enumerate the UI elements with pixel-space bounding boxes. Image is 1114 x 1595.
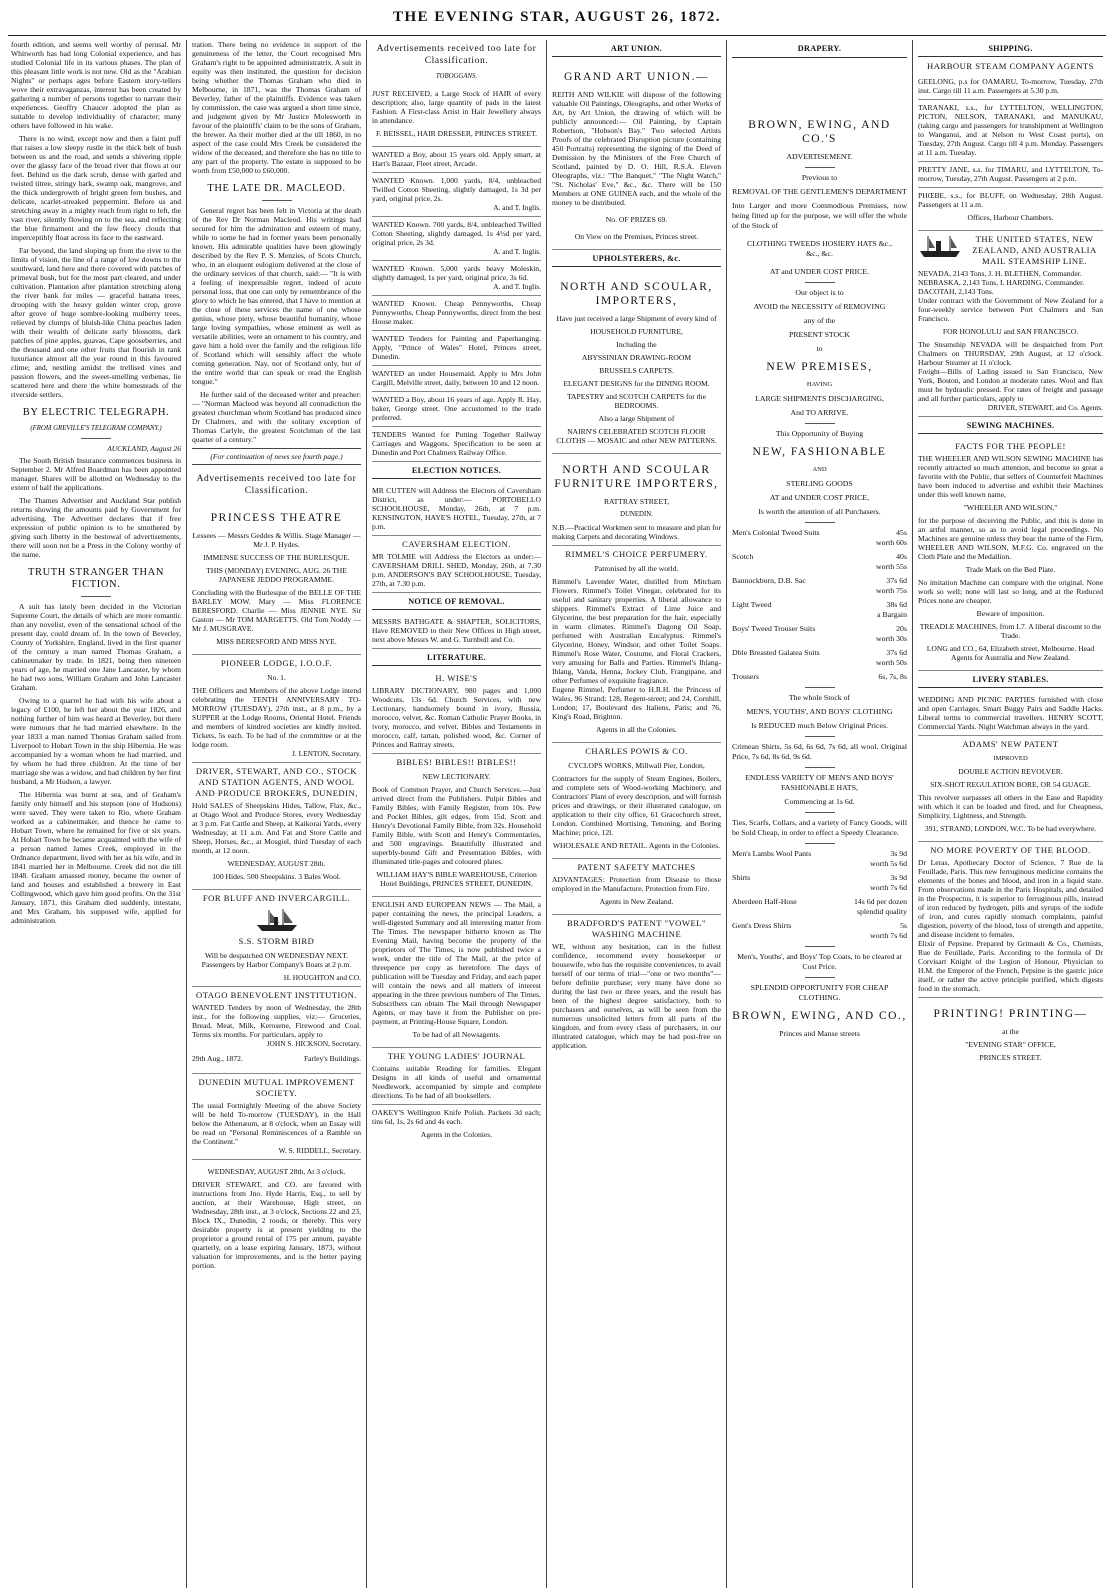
ad-title: BRADFORD'S PATENT "VOWEL" WASHING MACHINE: [566, 918, 706, 939]
section-heading-truth: TRUTH STRANGER THAN FICTION.: [27, 567, 165, 590]
ad-matches: PATENT SAFETY MATCHES ADVANTAGES: Protection from Disease to those employed in the Manufacture. Protection from Fire. Agents in New Zealand.: [552, 859, 721, 915]
divider: [262, 200, 292, 201]
price-value: 45s: [896, 528, 907, 537]
price-row: [732, 648, 907, 668]
ad-phoebe: PHŒBE, s.s., for BLUFF, on Wednesday, 28th August. Passengers at 11 a.m. Offices, Harbour Chambers.: [918, 188, 1103, 231]
ad-poverty-blood: NO MORE POVERTY OF THE BLOOD. Dr Leras, Apothecary Doctor of Science, 7 Rue de la Feuillade, Paris. This new ferruginous medicine contains the elements of the bones and blood, and iron in a liquid state. From observations made in the Paris Hospitals, and detailed in the Prospectus, it is superior to ferruginous pills, instead of iron reduced by hydrogen, pills and syrups of the iodide of iron, and cures rapidly stomach complaints, painful digestion, poverty of the blood, loss of strength and appetite, and disease incident to females. Elixir of Pepsine. Prepared by Grimault & Co., Chemists, Rue de Feuillade, Paris. According to the formula of Dr Corvisart Knight of the Legion of Honour, Physician to H.M. the Emperor of the French, Pepsine is the gastric juice itself, or rather the active principle purified, which digests food in the stomach.: [918, 842, 1103, 998]
ad-beissel: JUST RECEIVED, a Large Stock of HAIR of every description; also, large quantity of pads in the latest Fashion. A First-class Artist in Hair Jewellery always in attendance. F. BEISSEL, HAIR DRESSER, PRINCES STREET.: [372, 86, 541, 147]
harbour-steam-heading: HARBOUR STEAM COMPANY AGENTS: [927, 61, 1094, 71]
ad-oakey: OAKEY'S Wellington Knife Polish. Packets 3d each; tins 6d, 1s, 2s 6d and 4s each. Agents in the Colonies.: [372, 1108, 541, 1139]
ad-washing-machine: BRADFORD'S PATENT "VOWEL" WASHING MACHINE WE, without any hesitation, can in the fullest confidence, recommend every housekeeper or housewife, who has the requisite conveniences, to avail herself of our terms of trial—"one or two months"—before definite purchase; very many have done so during the last two or three years, and the result has been of the highest degree satisfactory, both to purchasers and ourselves, as will be seen from the numerous unsolicited letters from all parts of the kingdom, and from every class of purchasers, in our illustrated catalogue, which may be had post-free on application.: [552, 918, 721, 1050]
ad-wanted: WANTED Known. 1,000 yards, 8/4, unbleached Twilled Cotton Sheeting, slightly damaged, 1s 3d per yard, original price, 2s. A. and T. Inglis.: [372, 173, 541, 217]
ad-north-scoular: NORTH AND SCOULAR, IMPORTERS, Have just received a large Shipment of every kind of HOUSEHOLD FURNITURE, Including the ABYSSINIAN DRAWING-ROOM BRUSSELS CARPETS. ELEGANT DESIGNS for the DINING ROOM. TAPESTRY and SCOTCH CARPETS for the BEDROOMS. Also a large Shipment of NAIRN'S CELEBRATED SCOTCH FLOOR CLOTHS — MOSAIC and other NEW PATTERNS.: [552, 271, 721, 454]
late-ads-heading: Advertisements received too late for Classification.: [196, 474, 357, 496]
price-was: worth 50s: [876, 658, 907, 667]
price-was: splendid quality: [856, 907, 907, 916]
category-removal: NOTICE OF REMOVAL.: [372, 593, 541, 610]
ad-wanted: WANTED Known. 700 yards, 8/4, unbleached Twilled Cotton Sheeting, slightly damaged, 1s 4½d per yard, original price, 2s 3d. A. and T. Inglis.: [372, 217, 541, 261]
category-livery: LIVERY STABLES.: [918, 671, 1103, 688]
ad-title: NORTH AND SCOULAR FURNITURE IMPORTERS,: [554, 464, 719, 490]
ad-wedding: WEDDING AND PICNIC PARTIES furnished with close and open Carriages. Smart Buggy Pairs and Saddle Hacks. Liberal terms to commercial travellers. HENRY SCOTT, Commercial Yards. Night Watchman always in the yard.: [918, 692, 1103, 736]
price-list: [732, 528, 907, 682]
ad-mutual-improvement: DUNEDIN MUTUAL IMPROVEMENT SOCIETY. The usual Fortnightly Meeting of the above Society will be held To-morrow (TUESDAY), in the Hall below the Athenæum, at 8 o'clock, when an Essay will be read on "Personal Reminiscences of a Ramble on the Continent." W. S. RIDDELL, Secretary.: [192, 1074, 361, 1160]
price-row: [732, 624, 907, 644]
ad-auction: WEDNESDAY, AUGUST 28th, At 3 o'clock. DRIVER STEWART, and CO. are favored with instructions from Jno. Hyde Harris, Esq., to sell by auction, at their Warehouse, High street, on Wednesday, 28th inst., at 3 o'clock, Sections 22 and 23, Block IX., Dunedin, 2 roods, or thereby. This very desirable property is at present yielding to the proprietor a ground rental of 175 per annum, payable quarterly, on a lease expiring January, 1873, without valuation for improvements, and is the better paying portion.: [192, 1167, 361, 1270]
price-value: 20s: [896, 624, 907, 633]
ad-wanted: WANTED Tenders for Painting and Paperhanging. Apply, "Prince of Wales" Hotel, Princes street, Dunedin.: [372, 331, 541, 366]
ad-caversham: CAVERSHAM ELECTION. MR TOLMIE will Address the Electors as under:— CAVERSHAM DRILL SHED, Monday, 26th, at 7.30 p.m. ANDERSON'S BAY SCHOOLHOUSE, Tuesday, 27th, at 7.30 p.m.: [372, 536, 541, 593]
price-row: [732, 672, 907, 682]
ad-tenders: TENDERS Wanted for Putting Together Railway Carriages and Waggons. Specification to be seen at Dunedin and Port Chalmers Railway Office.: [372, 427, 541, 462]
ad-princess-theatre: PRINCESS THEATRE Lessees — Messrs Geddes & Willis. Stage Manager — Mr J. P. Hydes. IMMENSE SUCCESS OF THE BURLESQUE. THIS (MONDAY) EVENING, AUG. 26 THE JAPANESE JEDDO PROGRAMME. Concluding with the Burlesque of the BELLE OF THE BARLEY MOW. Mary — Miss FLORENCE BERESFORD. Charlie — Miss JENNIE NYE. Sir Gaston — Mr TOM MARGETTS. Old Tom Noddy — Mr J. MUSGRAVE. MISS BERESFORD AND MISS NYE.: [192, 502, 361, 655]
brown-ewing-title: BROWN, EWING, AND CO.'S: [748, 119, 891, 145]
ad-bathgate: MESSRS BATHGATE & SHAPTER, SOLICITORS, Have REMOVED to their New Offices in High street, next above Messrs W. and G. Turnbull and Co.: [372, 614, 541, 649]
ad-wise: H. WISE'S LIBRARY DICTIONARY, 980 pages and 1,000 Woodcuts, 13s 6d. Church Services, with new Lectionary, handsomely bound in ivory, Russia, morocco, velvet, &c. Roman Catholic Prayer Books, in ivory, morocco, and velvet. Bibles and Testaments in morocco, calf, tartan, polished wood, &c. Corner of Princes and Rattray streets.: [372, 670, 541, 754]
price-item: Boys' Tweed Trouser Suits: [732, 624, 816, 633]
category-drapery: DRAPERY.: [732, 40, 907, 58]
column-3: Advertisements received too late for Classification. TOBOGGANS. JUST RECEIVED, a Large Stock of HAIR of every description; also, large quantity of pads in the latest Fashion. A First-class Artist in Hair Jewellery always in attendance. F. BEISSEL, HAIR DRESSER, PRINCES STREET. WANTED a Boy, about 15 years old. Apply smart, at Hart's Bazaar, Fleet street, Arcade. WANTED Known. 1,000 yards, 8/4, unbleached Twilled Cotton Sheeting, slightly damaged, 1s 3d per yard, original price, 2s. A. and T. Inglis. WANTED Known. 700 yards, 8/4, unbleached Twilled Cotton Sheeting, slightly damaged, 1s 4½d per yard, original price, 2s 3d. A. and T. Inglis. WANTED Known. 5,000 yards heavy Moleskin, slightly damaged, 1s per yard, original price, 3s 6d. A. and T. Inglis. WANTED Known. Cheap Pennyworths, Cheap Pennyworths, Cheap Pennyworths, direct from the best House maker. WANTED Tenders for Painting and Paperhanging. Apply, "Prince of Wales" Hotel, Princes street, Dunedin. WANTED an under Housemaid. Apply to Mrs John Cargill, Melville street, daily, between 10 and 12 noon. WANTED a Boy, about 16 years of age. Apply R. Hay, baker, George street. One accustomed to the trade preferred. TENDERS Wanted for Putting Together Railway Carriages and Waggons. Specification to be seen at Dunedin and Port Chalmers Railway Office. ELECTION NOTICES. MR CUTTEN will Address the Electors of Caversham District, as under:— PORTOBELLO SCHOOLHOUSE, Monday, 26th, at 7 p.m. KENSINGTON, HAYE'S HOTEL, Tuesday, 27th, at 7 p.m. CAVERSHAM ELECTION. MR TOLMIE will Address the Electors as under:— CAVERSHAM DRILL SHED, Monday, 26th, at 7.30 p.m. ANDERSON'S BAY SCHOOLHOUSE, Tuesday, 27th, at 7.30 p.m. NOTICE OF REMOVAL. MESSRS BATHGATE & SHAPTER, SOLICITORS, Have REMOVED to their New Offices in High street, next above Messrs W. and G. Turnbull and Co. LITERATURE. H. WISE'S LIBRARY DICTIONARY, 980 pages and 1,000 Woodcuts, 13s 6d. Church Services, with new Lectionary, handsomely bound in ivory, Russia, morocco, velvet, &c. Roman Catholic Prayer Books, in ivory, morocco, and velvet. Bibles and Testaments in morocco, calf, tartan, polished wood, &c. Corner of Princes and Rattray streets. BIBLES! BIBLES!! BIBLES!! NEW LECTIONARY. Book of Common Prayer, and Church Services.—Just arrived direct from the Publishers. Pulpit Bibles and Family Bibles, with Family Register, from 10s. Pew and Pocket Bibles, gilt edges, from 15d. Scott and Henry's Devotional Family Bible, from 32s. Household Family Bible, with Scott and Henry's Commentaries, and 500 engravings. Beautifully illustrated and superbly-bound Gift and Presentation Bibles, with illuminated title-pages and coloured plates. WILLIAM HAY'S BIBLE WAREHOUSE, Criterion Hotel Buildings, PRINCES STREET, DUNEDIN. ENGLISH AND EUROPEAN NEWS — The Mail, a paper containing the news, the principal Leaders, a well-digested Summary and all interesting matter from The Times. The newspaper hitherto known as The Evening Mail, having become the property of the proprietors of The Times, is now published twice a week, under the title of The Mail, at the price of threepence per copy as heretofore. The days of publication will be Tuesday and Friday, and each paper will contain the news and all matters of interest appearing in the three previous numbers of The Times. Subscribers can obtain The Mail through Newspaper Agents, or may have it from the Publisher on pre-payment, at Printing-House Square, London. To be had of all Newsagents. THE YOUNG LADIES' JOURNAL Contains suitable Reading for families. Elegant Designs in all kinds of useful and ornamental Needlework, accompanied by simple and complete directions. To be had of all booksellers. OAKEY'S Wellington Knife Polish. Packets 3d each; tins 6d, 1s, 2s 6d and 4s each. Agents in the Colonies.: [366, 40, 546, 1588]
article-paragraph: There is no wind, except now and then a faint puff that raises a low sleepy rustle in the thick belt of bush between us and the road, and sends a shivering ripple over the glassy face of the broad river that flows at our feet. Behind us the dark scrub, dense with garled and twisted titree, stringy bark, swamp oak, mangrove, and the thick undergrowth of bright green fern bushes, and delicate, scarlet-streaked peppermint. Before us and stretching away in a mighty reach from right to left, the vast river, silently flowing on to the sea, and reflecting the blue firmament and the few fleecy clouds that imperceptibly float across its face to the eastward.: [11, 134, 181, 242]
column-2: [186, 40, 366, 1588]
column-1: [6, 40, 186, 1588]
ad-title: DRIVER, STEWART, AND CO., STOCK AND STATION AGENTS, AND WOOL AND PRODUCE BROKERS, DUNEDIN,: [195, 766, 358, 798]
price-was: worth 60s: [876, 538, 907, 547]
price-item: Shirts: [732, 873, 751, 882]
ad-mail: ENGLISH AND EUROPEAN NEWS — The Mail, a paper containing the news, the principal Leaders, a well-digested Summary and all interesting matter from The Times. The newspaper hitherto known as The Evening Mail, having become the property of the proprietors of The Times, is now published twice a week, under the title of The Mail, at the price of threepence per copy as heretofore. The days of publication will be Tuesday and Friday, and each paper will contain the news and all matters of interest appearing in the three previous numbers of The Times. Subscribers can obtain The Mail through Newspaper Agents, or may have it from the Publisher on pre-payment, at Printing-House Square, London. To be had of all Newsagents.: [372, 897, 541, 1048]
ad-title: NO MORE POVERTY OF THE BLOOD.: [930, 845, 1091, 855]
ad-title: PRINCESS THEATRE: [210, 512, 343, 524]
ad-title: CHARLES POWIS & CO.: [585, 746, 688, 756]
ad-wheeler-wilson: FACTS FOR THE PEOPLE! THE WHEELER AND WILSON SEWING MACHINE has recently attracted so much attention, and become so great a favorite with the Public, that sellers of Counterfeit Machines have been induced to advertise and exhibit their Machines under this well known name, "WHEELER AND WILSON," for the purpose of deceiving the Public, and this is done in an artful manner, so as to avoid legal proceedings. No Machines are genuine unless they bear the name of the Firm, WHEELER AND WILSON, M.F.G. Co. engraved on the Cloth Plate and the Medallion. Trade Mark on the Bed Plate. No imitation Machine can compare with the original. None work so well; none will last so long, and at the Reduced Prices none are cheaper. Beware of imposition. TREADLE MACHINES, from L7. A liberal discount to the Trade. LONG and CO., 64, Elizabeth street, Melbourne. Head Agents for Australia and New Zealand.: [918, 438, 1103, 671]
ad-wanted: WANTED a Boy, about 15 years old. Apply smart, at Hart's Bazaar, Fleet street, Arcade.: [372, 147, 541, 173]
masthead-rule: [8, 35, 1106, 36]
price-value: 3s 9d: [890, 873, 907, 882]
ad-pretty-jane: PRETTY JANE, s.s. for TIMARU, and LYTTELTON, To-morrow, Tuesday, 27th August. Passengers at 2 p.m.: [918, 162, 1103, 188]
ad-title: THE UNITED STATES, NEW ZEALAND, AND AUSTRALIA MAIL STEAMSHIP LINE.: [972, 234, 1097, 266]
price-was: worth 5s 6d: [870, 859, 907, 868]
ad-geelong: GEELONG, p.s for OAMARU, To-morrow, Tuesday, 27th inst. Cargo till 11 a.m. Passengers at 5.30 p.m.: [918, 74, 1103, 100]
price-row: [732, 897, 907, 917]
ad-revolver: ADAMS' NEW PATENT IMPROVED DOUBLE ACTION REVOLVER. SIX-SHOT REGULATION BORE, OR 54 GUAGE. This revolver surpasses all others in the Ease and Rapidity with which it can be loaded and fired, and for Cheapness, Simplicity, Lightness, and Strength. 391, STRAND, LONDON, W.C. To be had everywhere.: [918, 736, 1103, 842]
price-value: 37s 6d: [886, 648, 907, 657]
ad-title: RIMMEL'S CHOICE PERFUMERY.: [565, 549, 708, 559]
ad-driver-stewart: DRIVER, STEWART, AND CO., STOCK AND STATION AGENTS, AND WOOL AND PRODUCE BROKERS, DUNEDIN, Hold SALES of Sheepskins Hides, Tallow, Flax, &c., at Otago Wool and Produce Stores, every Wednesday at 3 p.m. Fat Cattle and Sheep, at Kaikorai Yards, every Wednesday, at 11 a.m. And Fat and Store Cattle and Sheep, Horses, &c., at Mosgiel, third Tuesday of each month, at 12 noon. WEDNESDAY, AUGUST 28th. 100 Hides. 500 Sheepskins. 3 Bales Wool.: [192, 763, 361, 890]
section-heading-telegraph: BY ELECTRIC TELEGRAPH.: [22, 407, 170, 418]
price-value: 40s: [896, 552, 907, 561]
newspaper-title: THE EVENING STAR, AUGUST 26, 1872.: [392, 9, 721, 25]
ad-art-union: GRAND ART UNION.— REITH AND WILKIE will dispose of the following valuable Oil Paintings, Oleographs, and other Works of Art, by Art Union, the drawing of which will be publicly announced:— Oil Painting, by Captain Robertson, "Hobson's Bay." Two selected Artists Proofs of the celebrated Disruption picture (containing 450 Portraits) representing the signing of the Deed of Demission by the Ministers of the Free Church of Scotland, painted by D. O. Hill, R.S.A. Eleven Oleographs, viz.: "The Banquet," "The Night Watch," "St. Nicholas' Eve," &c., &c. There will be 150 Members at ONE GUINEA each, and the whole of the money to be distributed. No. OF PRIZES 69. On View on the Premises, Princes street.: [552, 61, 721, 250]
price-row: [732, 849, 907, 869]
price-value: 6s, 7s, 8s: [878, 672, 907, 681]
dateline: AUCKLAND, August 26: [107, 444, 181, 453]
category-shipping: SHIPPING.: [918, 40, 1103, 57]
price-was: a Bargain: [877, 610, 907, 619]
price-item: Bannockburn, D.B. Sac: [732, 576, 806, 585]
column-5: DRAPERY. BROWN, EWING, AND CO.'S ADVERTISEMENT. Previous to REMOVAL OF THE GENTLEMEN'S DEPARTMENT Into Larger and more Commodious Premises, now being fitted up for the purpose, we will offer the whole of the Stock of CLOTHING TWEEDS HOSIERY HATS &c., &c., &c. AT and UNDER COST PRICE. Our object is to AVOID the NECESSITY of REMOVING any of the PRESENT STOCK to NEW PREMISES, HAVING LARGE SHIPMENTS DISCHARGING, And TO ARRIVE. This Opportunity of Buying NEW, FASHIONABLE AND STERLING GOODS AT and UNDER COST PRICE, Is worth the attention of all Purchasers. Men's Colonial Tweed Suits 45s worth 60s Scotch 40s worth 55s Bannockburn, D.B. Sac 37s 6d worth 75s Light Tweed 38s 6d a Bargain Boys' Tweed Trouser Suits 20s worth 30s Dble Breasted Galatea Suits 37s 6d worth 50s Trousers 6s, 7s, 8s The whole Stock of MEN'S, YOUTHS', AND BOYS' CLOTHING Is REDUCED much Below Original Prices. Crimean Shirts, 5s 6d, 6s 6d, 7s 6d, all wool. Original Price, 7s 6d, 8s 6d, 9s 6d. ENDLESS VARIETY OF MEN'S AND BOYS' FASHIONABLE HATS, Commencing at 1s 6d. Ties, Scarfs, Collars, and a variety of Fancy Goods, will be Sold Cheap, in order to effect a Speedy Clearance. Men's Lambs Wool Pants 3s 9d worth 5s 6d Shirts 3s 9d worth 7s 6d Aberdeen Half-Hose 14s 6d per dozen splendid quality Gent's Dress Shirts 5s worth 7s 6d Men's, Youths', and Boys' Top Coats, to be cleared at Cost Price. SPLENDID OPPORTUNITY FOR CHEAP CLOTHING. BROWN, EWING, AND CO., Princes and Manse streets: [726, 40, 912, 1588]
price-item: Dble Breasted Galatea Suits: [732, 648, 820, 657]
category-literature: LITERATURE.: [372, 649, 541, 666]
category-election: ELECTION NOTICES.: [372, 462, 541, 479]
ad-title: PATENT SAFETY MATCHES: [577, 862, 696, 872]
article-paragraph: The South British Insurance commences business in September 2. Mr Alfred Boardman has been appointed manager. Shares will be allotted on Wednesday to the extent of half the applications.: [11, 456, 181, 492]
ad-bibles: BIBLES! BIBLES!! BIBLES!! NEW LECTIONARY. Book of Common Prayer, and Church Services.—Just arrived direct from the Publishers. Pulpit Bibles and Family Bibles, with Family Register, from 10s. Pew and Pocket Bibles, gilt edges, from 15d. Scott and Henry's Devotional Family Bible, from 32s. Household Family Bible, with Scott and Henry's Commentaries, and 500 engravings. Beautifully illustrated and superbly-bound Gift and Presentation Bibles, with illuminated title-pages and coloured plates. WILLIAM HAY'S BIBLE WAREHOUSE, Criterion Hotel Buildings, PRINCES STREET, DUNEDIN.: [372, 754, 541, 897]
article-paragraph: The Hibernia was burnt at sea, and of Graham's family only himself and his stepson (one of Hudsons) were saved. They were taken to Rio, where Graham worked as a cabinetmaker, and thence he came to Hobart Town, where he remained for five or six years. At Hobart Town he became acquainted with the wife of a person named James Creek, employed in the Ordnance department, lived with her as his wife, and in 1841 married her in Melbourne. Creek did not die till 1848. Graham amassed money, became the owner of land and houses and established a brewery in East Collingwood, which gave him good profits. On the 31st January, 1871, this Graham died suddenly, intestate, and Mrs Graham, his supposed wife, applied for administration.: [11, 790, 181, 925]
article-paragraph: General regret has been felt in Victoria at the death of the Rev Dr Norman Macleod. His writings had secured for him the admiration and esteem of many, while to some he had in former years been personally known. His admirable qualities have been glowingly described by the Rev P. S. Menzies, of Scots Church, who, in an eloquent eulogium delivered at the close of the ordinary services of that church, said:— "It is with a feeling of inexpressible regret, indeed of acute personal loss, that one can only by remembrance of the glory to which he has entered, that I have to mention at the close of these services the name of one whose genius, whose piety, whose beautiful humanity, whose large loving sympathies, whose eminent as well as versatile abilities, were an ornament to his country, and gave him a hold over the family and the religious life of Scotland which will sensibly affect the whole coming generation. Nay, not of Scotland only, but of the entire world that can speak or read the English tongue.": [192, 206, 361, 386]
price-value: 14s 6d per dozen: [853, 897, 907, 906]
price-value: 3s 9d: [890, 849, 907, 858]
ad-powis: CHARLES POWIS & CO. CYCLOPS WORKS, Millwall Pier, London, Contractors for the supply of Steam Engines, Boilers, and complete sets of Wood-working Machinery, and Contractors' Plant of every description, and will furnish prices and drawings, or their illustrated catalogue, on application to their city office, 61 Gracechurch street, London. Combined Mortising, Tenoning, and Boring Machine; price, 12l. WHOLESALE AND RETAIL. Agents in the Colonies.: [552, 743, 721, 859]
price-was: worth 75s: [876, 586, 907, 595]
price-row: [732, 921, 907, 941]
price-was: worth 7s 6d: [870, 883, 907, 892]
article-paragraph: He further said of the deceased writer and preacher:— "Norman Macleod was beyond all contradiction the greatest churchman whom Scotland has produced since Dr Chalmers, and with the solitary exception of Thomas Carlyle, the greatest Scotchman of the last quarter of a century.": [192, 390, 361, 444]
ad-wanted: WANTED Known. 5,000 yards heavy Moleskin, slightly damaged, 1s per yard, original price, 3s 6d. A. and T. Inglis.: [372, 261, 541, 296]
category-sewing: SEWING MACHINES.: [918, 417, 1103, 434]
column-4: [546, 40, 726, 1588]
ship-icon: [255, 907, 299, 933]
price-value: 37s 6d: [886, 576, 907, 585]
section-heading-macleod: THE LATE DR. MACLEOD.: [207, 183, 346, 194]
ad-mail-steamship: THE UNITED STATES, NEW ZEALAND, AND AUSTRALIA MAIL STEAMSHIP LINE. NEVADA, 2143 Tons, J. H. BLETHEN, Commander. NEBRASKA, 2,143 Tons, I. HARDING, Commander. DACOTAH, 2,143 Tons. Under contract with the Government of New Zealand for a four-weekly service between Port Chalmers and San Francisco. FOR HONOLULU and SAN FRANCISCO. The Steamship NEVADA will be despatched from Port Chalmers on THURSDAY, 29th August, at 12 o'clock. Harbour Steamer at 11 o'clock. Freight—Bills of Lading issued to San Francisco, New York, Boston, and London at moderate rates. Wool and flax must be hydraulic pressed. For rates of freight and passage and all further particulars, apply to DRIVER, STEWART, and Co. Agents.: [918, 231, 1103, 417]
divider: [81, 596, 111, 597]
price-item: Aberdeen Half-Hose: [732, 897, 797, 906]
ad-title: NORTH AND SCOULAR, IMPORTERS,: [560, 281, 713, 307]
ad-wanted: WANTED a Boy, about 16 years of age. Apply R. Hay, baker, George street. One accustomed to the trade preferred.: [372, 392, 541, 427]
ad-title: PRINTING! PRINTING—: [933, 1008, 1088, 1020]
category-upholsterers: UPHOLSTERERS, &c.: [552, 250, 721, 267]
ad-young-ladies: THE YOUNG LADIES' JOURNAL Contains suitable Reading for families. Elegant Designs in all kinds of useful and ornamental Needlework, accompanied by simple and complete directions. To be had of all booksellers.: [372, 1048, 541, 1105]
price-was: worth 30s: [876, 634, 907, 643]
article-paragraph: Owing to a quarrel he had with his wife about a legacy of £100, he left her about the year 1826, and nothing further of him was heard at Beverley, but there were rumours that he had married elsewhere. In the year 1833 a man named Thomas Graham sailed from Liverpool to Hobart Town in the ship Hibernia. He was accompanied by a woman whom he had married, and by whom he had three children. At the time of her marriage she was a widow, and had children by her first husband, a Mr Hudson, a lawyer.: [11, 696, 181, 786]
price-row: [732, 873, 907, 893]
late-ads-heading: Advertisements received too late for Classification.: [376, 44, 537, 66]
price-item: Trousers: [732, 672, 760, 681]
masthead: [0, 0, 1114, 40]
price-item: Men's Lambs Wool Pants: [732, 849, 812, 858]
price-row: [732, 576, 907, 596]
ad-title: OTAGO BENEVOLENT INSTITUTION.: [196, 990, 357, 1000]
price-item: Gent's Dress Shirts: [732, 921, 792, 930]
article-paragraph: A suit has lately been decided in the Victorian Supreme Court, the details of which are more romantic than any novelist, even of the sensational school of the present day, could dream of. In the town of Beverley, County of Yorkshire, England, lived in the first quarter of the century a man named Thomas Graham, a cabinetmaker by trade. In 1821, being then nineteen years of age, he married one Jane Lancaster, by whom he had two sons, William Graham and John Lancaster Graham.: [11, 602, 181, 692]
ad-rimmel: RIMMEL'S CHOICE PERFUMERY. Patronised by all the world. Rimmel's Lavender Water, distilled from Mitcham Flowers. Rimmel's Toilet Vinegar, celebrated for its useful and sanitary properties. A liberal allowance to shippers. Rimmel's Extract of Lime Juice and Glycerine, the best preparation for the hair, especially in warm climates. Rimmel's Dagong Oil Soap, perfumed with Australian Eucalyptus. Rimmel's Glycerine, Honey, Windsor, and other Toilet Soaps. Rimmel's Rose Water, Costume, and Floral Crackers, very amusing for Balls and Parties. Rimmel's Ihlang-Ihlang, Vanda, Henna, Jockey Club, Frangipane, and other Perfumes of exquisite fragrance. Eugene Rimmel, Perfumer to H.R.H. the Princess of Wales, 96 Strand; 128, Regent-street; and 24, Cornhill, London; 17, Boulevard des Italiens, Paris; and 76, King's Road, Brighton. Agents in all the Colonies.: [552, 546, 721, 743]
price-was: worth 55s: [876, 562, 907, 571]
article-paragraph: tration. There being no evidence in support of the genuineness of the letter, the Court recognised Mrs Graham's right to be appointed administratrix. A suit in equity was then instituted, the question for decision being whether the Thomas Graham who died in Melbourne, in 1871, was the Thomas Graham of Beverley, father of the plaintiffs. Evidence was taken by commission, the case was argued a short time since, and judgment given by Mr Justice Molesworth in favour of the plaintiffs' claim to be the sons of Graham, the brewer. As their mother died at the till 1860, in no aspect of the case could Mrs Creek be considered the widow of the deceased, and therefore she has no title to any part of the property. The estate is supposed to be worth from £50,000 to £60,000.: [192, 40, 361, 175]
price-item: Men's Colonial Tweed Suits: [732, 528, 820, 537]
article-paragraph: fourth edition, and seems well worthy of perusal. Mr Whitworth has had long Colonial experience, and has studied Colonial life in its various phases. The plan of this pleasant little work is not new. Old as the "Arabian Nights" or perhaps ages before Eastern story-tellers wove their extravaganzas, interest has been created by gathering a number of persons together to narrate their experiences. Geoffry Chaucer adopted the plan as suitable to develop individuality of character; many others have followed in his wake.: [11, 40, 181, 130]
price-row: [732, 528, 907, 548]
price-value: 38s 6d: [886, 600, 907, 609]
ad-pioneer-lodge: PIONEER LODGE, I.O.O.F. No. 1. THE Officers and Members of the above Lodge intend celebrating the TENTH ANNIVERSARY TO-MORROW (TUESDAY), 27th inst., at 8 p.m., by a SUPPER at the Lodge Rooms, Oriental Hotel. Friends and members of kindred societies are kindly invited. Tickets, 5s each. To be had of the committee or at the lodge room. J. LENTON, Secretary.: [192, 655, 361, 763]
ad-title: DUNEDIN MUTUAL IMPROVEMENT SOCIETY.: [198, 1077, 355, 1098]
ad-wanted: WANTED an under Housemaid. Apply to Mrs John Cargill, Melville street, daily, between 10 and 12 noon.: [372, 366, 541, 392]
ad-title: FOR BLUFF AND INVERCARGILL.: [202, 893, 351, 903]
article-paragraph: The Thames Advertiser and Auckland Star publish returns showing the amounts paid by Government for advertising. The Advertiser declares that if free expression of public opinion is to be smothered by giving such liberty in the bestowal of advertisements, there will soon not be a Press in the Colony worthy of the name.: [11, 496, 181, 559]
ad-title: ADAMS' NEW PATENT: [962, 739, 1059, 749]
ad-wanted: WANTED Known. Cheap Pennyworths, Cheap Pennyworths, Cheap Pennyworths, direct from the best House maker.: [372, 296, 541, 331]
ad-title: GRAND ART UNION.—: [563, 71, 710, 83]
steamship-icon: [918, 234, 962, 260]
price-row: [732, 600, 907, 620]
ad-printing: PRINTING! PRINTING— at the "EVENING STAR" OFFICE, PRINCES STREET.: [918, 998, 1103, 1070]
continuation-note: (For continuation of news see fourth page.): [192, 448, 361, 465]
price-row: [732, 552, 907, 572]
ad-taranaki: TARANAKI, s.s., for LYTTELTON, WELLINGTON, PICTON, NELSON, TARANAKI, and MANUKAU, (taking cargo and passengers for transhipment at Wellington to Wanganui, and at Nelson to West Coast ports), on Tuesday, 27th August. Cargo till 4 p.m. Monday. Passengers at 11 a.m. Tuesday.: [918, 100, 1103, 162]
price-item: Light Tweed: [732, 600, 772, 609]
ad-title: PIONEER LODGE, I.O.O.F.: [220, 658, 333, 668]
price-item: Scotch: [732, 552, 754, 561]
price-value: 5s: [900, 921, 907, 930]
article-paragraph: Far beyond, the land sloping up from the river to the limits of vision, the line of a range of low downs to the southward, land here and there covered with patches of primeval bush, but for the most part cleared, and under cultivation. Plantation after plantation stretching along the river bank for miles — graceful banana trees, drooping with the heavy golden winter crop, grove after grove of huge sombre-looking mulberry trees, relieved by clumps of bluish-like China peaches laden with their wealth of delicate early blossoms, dark patches of pine apples, guavas, Cape gooseberries, and the thousand and one other fruits that flourish in rank luxuriance almost all the year round in this favoured clime; and, nestling amidst the trellised vines and passion flowers, and the sweet-smelling verbenas, lie scattered here and there the white homesteads of the riverside settlers.: [11, 246, 181, 399]
divider: [81, 438, 111, 439]
column-6: [912, 40, 1108, 1588]
ad-storm-bird: FOR BLUFF AND INVERCARGILL. S.S. STORM BIRD Will be despatched ON WEDNESDAY NEXT. Passengers by Harbor Company's Boats at 2 p.m. H. HOUGHTON and CO.: [192, 890, 361, 987]
price-was: worth 7s 6d: [870, 931, 907, 940]
section-subheading: (FROM GREVILLE'S TELEGRAM COMPANY.): [30, 425, 162, 432]
ad-benevolent: OTAGO BENEVOLENT INSTITUTION. WANTED Tenders by noon of Wednesday, the 28th inst., for the following supplies, viz:— Groceries, Bread, Meat, Milk, Kerosene, Firewood and Coal. Terms six months. For particulars, apply to JOHN S. HICKSON, Secretary. 29th Aug., 1872. Farley's Buildings.: [192, 987, 361, 1074]
ad-north-scoular-2: NORTH AND SCOULAR FURNITURE IMPORTERS, RATTRAY STREET, DUNEDIN. N.B.—Practical Workmen sent to measure and plan for making Carpets and decorating Windows.: [552, 454, 721, 546]
category-art-union: ART UNION.: [552, 40, 721, 57]
price-list: [732, 849, 907, 941]
ad-cutten: MR CUTTEN will Address the Electors of Caversham District, as under:— PORTOBELLO SCHOOLHOUSE, Monday, 26th, at 7 p.m. KENSINGTON, HAYE'S HOTEL, Tuesday, 27th, at 7 p.m.: [372, 483, 541, 536]
